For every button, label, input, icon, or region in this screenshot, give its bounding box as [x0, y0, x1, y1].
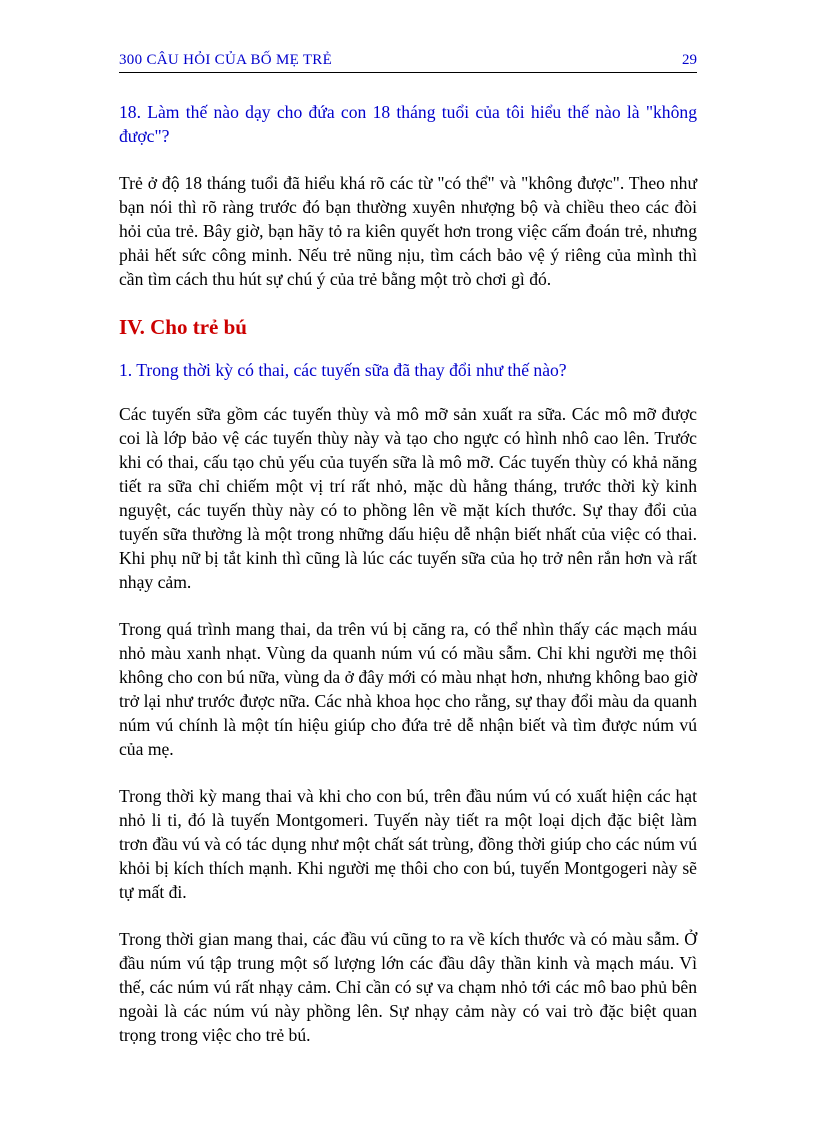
body-paragraph: Trong quá trình mang thai, da trên vú bị căng ra, có thể nhìn thấy các mạch máu nhỏ màu xanh nhạt. Vùng da quanh núm vú có mầu sẫm. Chỉ khi người mẹ thôi không cho con bú nữa, vùng da ở đây mới có màu nhạt hơn, nhưng không bao giờ trở lại như trước được nữa. Các nhà khoa học cho rằng, sự thay đổi màu da quanh núm vú chính là một tín hiệu giúp cho đứa trẻ dễ nhận biết và tìm được núm vú của mẹ. — [119, 619, 697, 759]
body-paragraph: Các tuyến sữa gồm các tuyến thùy và mô mỡ sản xuất ra sữa. Các mô mỡ được coi là lớp bảo vệ các tuyến thùy này và tạo cho ngực có hình nhô cao lên. Trước khi có thai, cấu tạo chủ yếu của tuyến sữa là mô mỡ. Các tuyến thùy có khả năng tiết ra sữa chỉ chiếm một vị trí rất nhỏ, mặc dù hằng tháng, trước thời kỳ kinh nguyệt, các tuyến thùy này có to phồng lên về mặt kích thước. Sự thay đổi của tuyến sữa thường là một trong những dấu hiệu dễ nhận biết nhất của việc có thai. Khi phụ nữ bị tắt kinh thì cũng là lúc các tuyến sữa của họ trở nên rắn hơn và rất nhạy cảm. — [119, 404, 697, 592]
body-paragraph: Trong thời kỳ mang thai và khi cho con bú, trên đầu núm vú có xuất hiện các hạt nhỏ li ti, đó là tuyến Montgomeri. Tuyến này tiết ra một loại dịch đặc biệt làm trơn đầu vú và có tác dụng như một chất sát trùng, đồng thời giúp cho các núm vú khỏi bị kích thích mạnh. Khi người mẹ thôi cho con bú, tuyến Montgogeri này sẽ tự mất đi. — [119, 786, 697, 902]
body-paragraph: Trong thời gian mang thai, các đầu vú cũng to ra về kích thước và có màu sẫm. Ở đầu núm vú tập trung một số lượng lớn các đầu dây thần kinh và mạch máu. Vì thế, các núm vú rất nhạy cảm. Chỉ cần có sự va chạm nhỏ tới các mô bao phủ bên ngoài là các núm vú này phồng lên. Sự nhạy cảm này có vai trò đặc biệt quan trọng trong việc cho trẻ bú. — [119, 929, 697, 1045]
page-header — [119, 50, 697, 73]
section-title: IV. Cho trẻ bú — [119, 315, 247, 339]
page-body — [119, 100, 697, 1070]
answer-paragraph: Trẻ ở độ 18 tháng tuổi đã hiểu khá rõ các từ "có thể" và "không được". Theo như bạn nói thì rõ ràng trước đó bạn thường xuyên nhượng bộ và chiều theo các đòi hỏi của trẻ. Bây giờ, bạn hãy tỏ ra kiên quyết hơn trong việc cấm đoán trẻ, nhưng phải hết sức công minh. Nếu trẻ nũng nịu, tìm cách bảo vệ ý riêng của mình thì cần tìm cách thu hút sự chú ý của trẻ bằng một trò chơi gì đó. — [119, 173, 697, 289]
question-heading: 18. Làm thế nào dạy cho đứa con 18 tháng tuổi của tôi hiểu thế nào là "không được"? — [119, 102, 697, 146]
question-heading: 1. Trong thời kỳ có thai, các tuyến sữa đã thay đổi như thế nào? — [119, 360, 567, 380]
page-number: 29 — [682, 52, 697, 68]
book-title: 300 CÂU HỎI CỦA BỐ MẸ TRẺ — [119, 52, 333, 68]
